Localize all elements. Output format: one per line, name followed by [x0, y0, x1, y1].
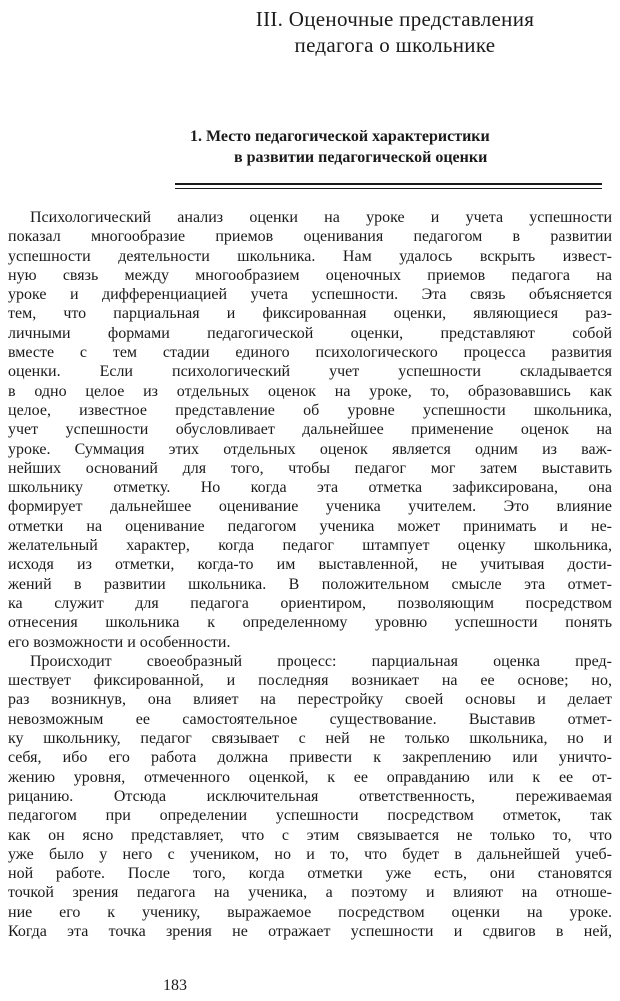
text-line: жению уровня, отмеченного оценкой, к ее оправданию или к ее от- — [8, 768, 612, 786]
text-line: успешности деятельности школьника. Нам удалось вскрыть извест- — [8, 247, 612, 265]
text-line: раз возникнув, она влияет на перестройку своей основы и делает — [8, 691, 612, 709]
text-line: Когда эта точка зрения не отражает успешности и сдвигов в ней, — [8, 922, 612, 940]
page-number: 183 — [163, 977, 187, 994]
chapter-title-line-2: педагога о школьнике — [294, 33, 496, 57]
text-line: отнесения школьника к определенному уровню успешности понять — [8, 614, 612, 632]
text-line: исходя из отметки, когда-то им выставленной, не учитывая дости- — [8, 556, 612, 574]
text-line: ка служит для педагога ориентиром, позволяющим посредством — [8, 594, 612, 612]
chapter-title-line-1: III. Оценочные представления — [255, 7, 535, 31]
text-line: Психологический анализ оценки на уроке и учета успешности — [30, 209, 612, 226]
text-line: шествует фиксированной, и последняя возникает на ее основе; но, — [8, 672, 612, 690]
text-line: учет успешности обусловливает дальнейшее применение оценок на — [8, 421, 612, 439]
text-line: личными формами педагогической оценки, представляют собой — [8, 324, 612, 342]
text-line: уроке и дифференциацией учета успешности. Эта связь объясняется — [8, 286, 612, 304]
text-line: ние его к ученику, выражаемое посредством оценки на уроке. — [8, 903, 612, 921]
text-line: как он ясно представляет, что с этим связывается не только то, что — [8, 826, 612, 844]
text-line: целое, известное представление об уровне успешности школьника, — [8, 401, 612, 419]
text-line: ку школьнику, педагог связывает с ней не только школьника, но и — [8, 730, 612, 748]
text-line: желательный характер, когда педагог штампует оценку школьника, — [8, 537, 612, 555]
text-line: рицанию. Отсюда исключительная ответственность, переживаемая — [8, 787, 612, 805]
text-line: ной работе. После того, когда отметки уже есть, они становятся — [8, 865, 612, 883]
text-line: показал многообразие приемов оценивания педагогом в развитии — [8, 228, 612, 246]
section-title-line-1: 1. Место педагогической характеристики — [190, 128, 490, 145]
text-line: нейших оснований для того, чтобы педагог мог затем выставить — [8, 459, 612, 477]
text-line: вместе с тем стадии единого психологического процесса развития — [8, 344, 612, 362]
body-text — [8, 208, 612, 941]
section-divider-thick — [175, 183, 602, 185]
text-line: жений в развитии школьника. В положительном смысле эта отмет- — [8, 575, 612, 593]
text-line: ную связь между многообразием оценочных приемов педагога на — [8, 266, 612, 284]
text-line: его возможности и особенности. — [8, 633, 231, 651]
chapter-title — [195, 6, 595, 58]
text-line: педагогом при определении успешности посредством отметок, так — [8, 807, 612, 825]
text-line: точкой зрения педагога на ученика, а поэтому и влияют на отноше- — [8, 884, 612, 902]
section-divider-thin — [175, 188, 602, 189]
text-line: себя, ибо его работа должна привести к закреплению или уничто- — [8, 749, 612, 767]
text-line: формирует дальнейшее оценивание ученика учителем. Это влияние — [8, 498, 612, 516]
text-line: уже было у него с учеником, но и то, что будет в дальнейшей учеб- — [8, 845, 612, 863]
text-line: школьнику отметку. Но когда эта отметка зафиксирована, она — [8, 479, 612, 497]
text-line: отметки на оценивание педагогом ученика может принимать и не- — [8, 517, 612, 535]
section-title-line-2: в развитии педагогической оценки — [234, 149, 488, 166]
text-line: в одно целое из отдельных оценок на уроке, то, образовавшись как — [8, 382, 612, 400]
text-line: уроке. Суммация этих отдельных оценок является одним из важ- — [8, 440, 612, 458]
section-title — [190, 126, 600, 168]
text-line: невозможным ее самостоятельное существование. Выставив отмет- — [8, 710, 612, 728]
text-line: тем, что парциальная и фиксированная оценки, являющиеся раз- — [8, 305, 612, 323]
text-line: Происходит своеобразный процесс: парциальная оценка пред- — [30, 652, 612, 670]
text-line: оценки. Если психологический учет успешности складывается — [8, 363, 612, 381]
